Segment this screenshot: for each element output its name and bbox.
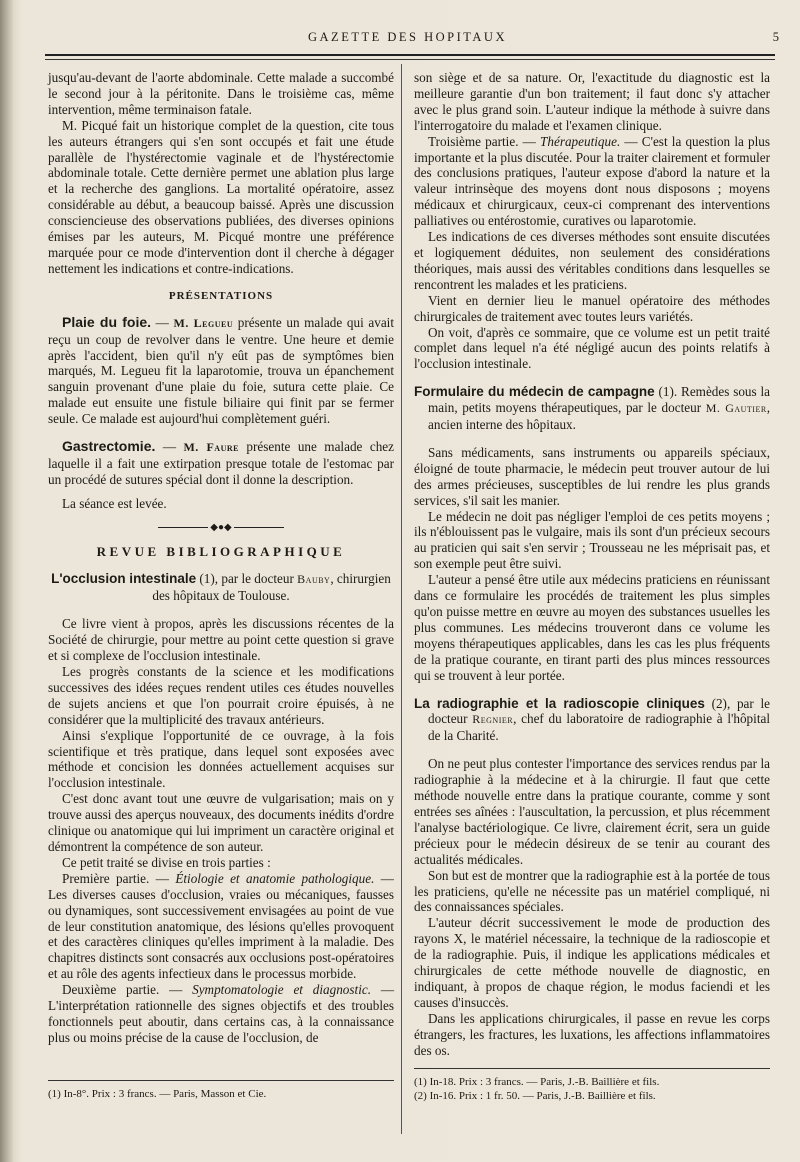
part-text: — C'est la question la plus importante et la plus discutée. Pour la traiter clairement et formuler des conclusions pratiques, l'auteur expose d'abord la nature et la valeur intrinsèque des moyens dont nous disposons ; moyens médicaux et chirurgicaux, ceux-ci comprenant des interventions palliatives ou entérostomie, curatives ou laparotomie. — [414, 133, 770, 229]
part-title: Symptomatologie et diagnostic. — [192, 982, 372, 998]
paragraph: Le médecin ne doit pas négliger l'emploi de ces petits moyens ; ils n'éblouissent pas le vulgaire, mais ils sont d'un précieux secours au praticien qui sait s'en servir ; Trousseau ne les méprisait pas, et son exemple peut être suivi. — [414, 508, 770, 572]
dash: — — [155, 439, 184, 455]
paragraph: Ce livre vient à propos, après les discussions récentes de la Société de chirurgie, pour mettre au point cette question si grave et si complexe de l'occlusion intestinale. — [48, 616, 394, 664]
dash: — — [151, 314, 174, 330]
part-text: — L'interprétation rationnelle des signes objectifs et des troubles fonctionnels peut aboutir, dans certains cas, à la connaissance plus ou moins précise de la cause de l'occlusion, de — [48, 982, 394, 1045]
footnote-text: (1) In-8°. Prix : 3 francs. — Paris, Masson et Cie. — [48, 1088, 267, 1100]
entry-title-formulaire — [414, 384, 770, 433]
page-number: 5 — [772, 30, 779, 44]
author-name: M. Faure — [183, 440, 239, 455]
header-rule-thin — [45, 59, 775, 60]
footnote-text: (2) In-16. Prix : 1 fr. 50. — Paris, J.-B. Baillière et fils. — [414, 1090, 656, 1102]
page-header — [30, 30, 785, 52]
entry-plaie-du-foie — [48, 315, 394, 427]
author-name: M. Gautier — [705, 401, 767, 416]
right-column — [414, 70, 770, 1058]
ref-text: (2), par le docteur — [428, 695, 770, 727]
author-name: M. Legueu — [173, 315, 234, 330]
paragraph: L'auteur a pensé être utile aux médecins praticiens en réunissant dans ce formulaire les procédés de traitement les plus simples qu'on puisse mettre en œuvre au moyen des substances usuelles les plus communes. Les médecins trouveront dans ce volume les moyens thérapeutiques applicables, dans les cas les plus fréquents de la pratique courante, en tirant parti des plus minces ressources qui se trouvent à leur portée. — [414, 572, 770, 683]
ref-text: (1), par le docteur — [196, 571, 298, 587]
paragraph-part-three — [414, 134, 770, 229]
paragraph: On ne peut plus contester l'importance des services rendus par la radiographie à la médecine et à la chirurgie. Il faut que cette méthode nouvelle entre dans la pratique courante, comme y sont entrées ses aînées : l'auscultation, la percussion, et plus récemment l'analyse bactériologique. Ce livre, clairement écrit, sera un guide précieux pour le médecin désireux de se tenir au courant des actualités médicales. — [414, 756, 770, 867]
section-heading-presentations: PRÉSENTATIONS — [168, 289, 274, 302]
paragraph: C'est donc avant tout une œuvre de vulgarisation; mais on y trouve aussi des aperçus nouveaux, des documents inédits d'ordre clinique ou anatomique qui lui impriment un caractère original et démontrent la compétence de son auteur. — [48, 791, 394, 854]
entry-lead: Plaie du foie. — [62, 313, 152, 330]
paragraph: Dans les applications chirurgicales, il passe en revue les corps étrangers, les fractures, les luxations, les affections inflammatoires des os. — [414, 1010, 770, 1058]
section-heading-revue: REVUE BIBLIOGRAPHIQUE — [96, 543, 346, 559]
author-name: Bauby — [297, 572, 331, 587]
paragraph: Ce petit traité se divise en trois parties : — [62, 854, 271, 870]
left-column — [48, 70, 394, 1046]
paragraph-part-two — [48, 982, 394, 1046]
header-rule-thick — [45, 54, 775, 56]
ornament-divider: ◆●◆ — [48, 520, 394, 536]
footnote-text: (1) In-18. Prix : 3 francs. — Paris, J.-B. Baillière et fils. — [414, 1076, 660, 1088]
paragraph: M. Picqué fait un historique complet de la question, cite tous les auteurs étrangers qui s'en sont occupés et fait une étude parallèle de l'hystérectomie vaginale et de l'hystérectomie abdominale totale. Cette dernière permet une ablation plus large et la recherche des ganglions. La mortalité opératoire, assez considérable au début, a beaucoup baissé. Après une discussion consciencieuse des observations publiées, des diverses opinions émises par les auteurs, M. Picqué montre une préférence marquée pour ce mode d'intervention dont il cherche à dégager nettement les indications et contre-indications. — [48, 117, 394, 276]
ref-text: (1). Remèdes sous la main, petits moyens thérapeutiques, par le docteur — [428, 384, 770, 416]
part-label: Deuxième partie. — — [62, 982, 193, 998]
entry-text: présente une malade chez laquelle il a fait une extirpation presque totale de l'estomac par un procédé de sutures spécial dont il donne la description. — [48, 439, 394, 487]
paragraph: Les progrès constants de la science et les modifications successives des idées reçues rendent utiles ces études nouvelles de sujets anciens et que l'on pourrait croire épuisés, à ne considérer que la multiplicité des travaux antérieurs. — [48, 664, 394, 727]
book-title: La radiographie et la radioscopie cliniques — [414, 695, 705, 711]
entry-title-radiographie — [414, 696, 770, 745]
column-separator — [401, 64, 402, 1134]
paragraph: son siège et de sa nature. Or, l'exactitude du diagnostic est la meilleure garantie d'un bon traitement; il faut donc s'y attacher avec le plus grand soin. L'auteur indique la méthode à suivre dans l'interrogatoire du malade et l'examen clinique. — [414, 70, 770, 133]
paragraph: Son but est de montrer que la radiographie est à la portée de tous les praticiens, qu'elle ne nécessite pas un matériel compliqué, ni des connaissances spéciales. — [414, 867, 770, 915]
paragraph: L'auteur décrit successivement le mode de production des rayons X, le matériel nécessaire, la technique de la radioscopie et de la radiographie. Puis, il indique les applications médicales et chirurgicales de cette méthode nouvelle de diagnostic, en indiquant, à propos de chaque région, le modus faciendi et les causes d'insuccès. — [414, 915, 770, 1010]
author-name: Regnier — [472, 712, 514, 727]
entry-lead: Gastrectomie. — [62, 438, 156, 455]
part-label: Première partie. — — [62, 870, 176, 886]
ref-text: , chef du laboratoire de radiographie à l'hôpital de la Charité. — [428, 711, 770, 744]
ref-text: , chirurgien des hôpitaux de Toulouse. — [152, 571, 391, 604]
entry-gastrectomie — [48, 439, 394, 488]
paragraph-part-one — [48, 871, 394, 982]
part-title: Étiologie et anatomie pathologique. — [175, 870, 375, 886]
ref-text: , ancien interne des hôpitaux. — [428, 400, 770, 433]
book-title: L'occlusion intestinale — [51, 571, 197, 587]
part-title: Thérapeutique. — [540, 133, 621, 149]
seance-levee: La séance est levée. — [62, 495, 167, 511]
entry-text: présente un malade qui avait reçu un coup de revolver dans le ventre. Une heure et demie après l'accident, bien qu'il n'y eût pas de symptômes bien marqués, M. Legueu fit la laparotomie, trouva un épanchement sanguin provenant d'une plaie du foie, sutura cette plaie. Ce malade eut ensuite une fistule biliaire qui finit par se fermer seule. Ce malade est aujourd'hui complètement guéri. — [48, 314, 395, 427]
footnote-right — [414, 1068, 770, 1103]
paragraph: Les indications de ces diverses méthodes sont ensuite discutées et logiquement déduites, non seulement des considérations théoriques, mais aussi des véritables conditions dans lesquelles se rencontrent les malades et les praticiens. — [414, 229, 770, 292]
book-title: Formulaire du médecin de campagne — [414, 384, 655, 400]
footnote-left — [48, 1080, 394, 1101]
paragraph: Vient en dernier lieu le manuel opératoire des méthodes chirurgicales de traitement avec toutes leurs variétés. — [414, 292, 770, 324]
part-text: — Les diverses causes d'occlusion, vraies ou mécaniques, fausses ou dynamiques, sont successivement envisagées au point de vue de leur constitution anatomique, des lésions qu'elles provoquent et des caractères cliniques qu'elles impriment à la maladie. Des chapitres distincts sont consacrés aux occlusions post-opératoires et au rôle des agents infectieux dans le processus morbide. — [48, 870, 394, 982]
paragraph: jusqu'au-devant de l'aorte abdominale. Cette malade a succombé le second jour à la péritonite. Dans le troisième cas, même intervention, même terminaison fatale. — [48, 70, 394, 117]
paragraph: On voit, d'après ce sommaire, que ce volume est un petit traité complet dans lequel n'a été négligé aucun des points relatifs à l'occlusion intestinale. — [414, 324, 770, 372]
entry-title-occlusion — [48, 571, 394, 604]
paragraph: Ainsi s'explique l'opportunité de ce ouvrage, à la fois scientifique et très pratique, dans lequel sont exposées avec méthode et concision les données actuellement acquises sur l'occlusion intestinale. — [48, 727, 394, 791]
page-binding-edge — [0, 0, 14, 1162]
running-title: GAZETTE DES HOPITAUX — [308, 30, 507, 44]
paragraph: Sans médicaments, sans instruments ou appareils spéciaux, éloigné de toute pharmacie, le médecin peut trouver autour de lui des armes précieuses, susceptibles de lui rendre les plus grands services, s'il sait les manier. — [414, 444, 770, 508]
part-label: Troisième partie. — — [428, 133, 541, 149]
